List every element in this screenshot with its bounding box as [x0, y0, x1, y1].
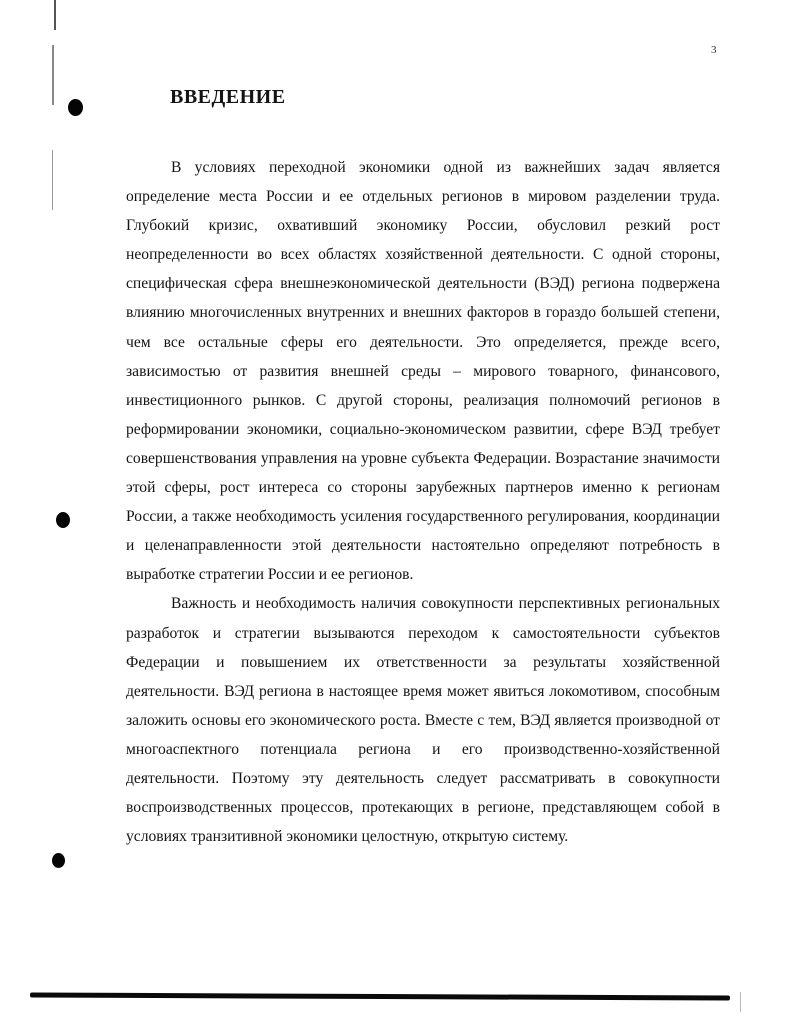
scan-bottom-edge	[30, 992, 730, 1000]
section-heading: ВВЕДЕНИЕ	[170, 86, 286, 108]
punch-hole-mark	[68, 99, 83, 116]
scan-margin-streak	[52, 45, 54, 105]
page-number: 3	[711, 44, 717, 56]
body-text	[126, 153, 720, 851]
paragraph: Важность и необходимость наличия совокупности перспективных региональных разработок и стратегии вызываются переходом к самостоятельности субъектов Федерации и повышением их ответственности за результаты хозяйственной деятельности. ВЭД региона в настоящее время может явиться локомотивом, способным заложить основы его экономического роста. Вместе с тем, ВЭД является производной от многоаспектного потенциала региона и его производственно-хозяйственной деятельности. Поэтому эту деятельность следует рассматривать в совокупности воспроизводственных процессов, протекающих в регионе, представляющем собой в условиях транзитивной экономики целостную, открытую систему.	[126, 595, 720, 846]
punch-hole-mark	[56, 512, 70, 528]
scan-margin-streak	[52, 150, 53, 210]
paragraph: В условиях переходной экономики одной из важнейших задач является определение места России и ее отдельных регионов в мировом разделении труда. Глубокий кризис, охвативший экономику России, обусловил резкий рост неопределенности во всех областях хозяйственной деятельности. С одной стороны, специфическая сфера внешнеэкономической деятельности (ВЭД) региона подвержена влиянию многочисленных внутренних и внешних факторов в гораздо большей степени, чем все остальные сферы его деятельности. Это определяется, прежде всего, зависимостью от развития внешней среды – мирового товарного, финансового, инвестиционного рынков. С другой стороны, реализация полномочий регионов в реформировании экономики, социально-экономическом развитии, сфере ВЭД требует совершенствования управления на уровне субъекта Федерации. Возрастание значимости этой сферы, рост интереса со стороны зарубежных партнеров именно к регионам России, а также необходимость усиления государственного регулирования, координации и целенаправленности этой деятельности настоятельно определяют потребность в выработке стратегии России и ее регионов.	[126, 159, 720, 584]
scan-edge-mark	[740, 992, 741, 1012]
punch-hole-mark	[52, 853, 65, 868]
scan-margin-streak	[54, 0, 56, 30]
